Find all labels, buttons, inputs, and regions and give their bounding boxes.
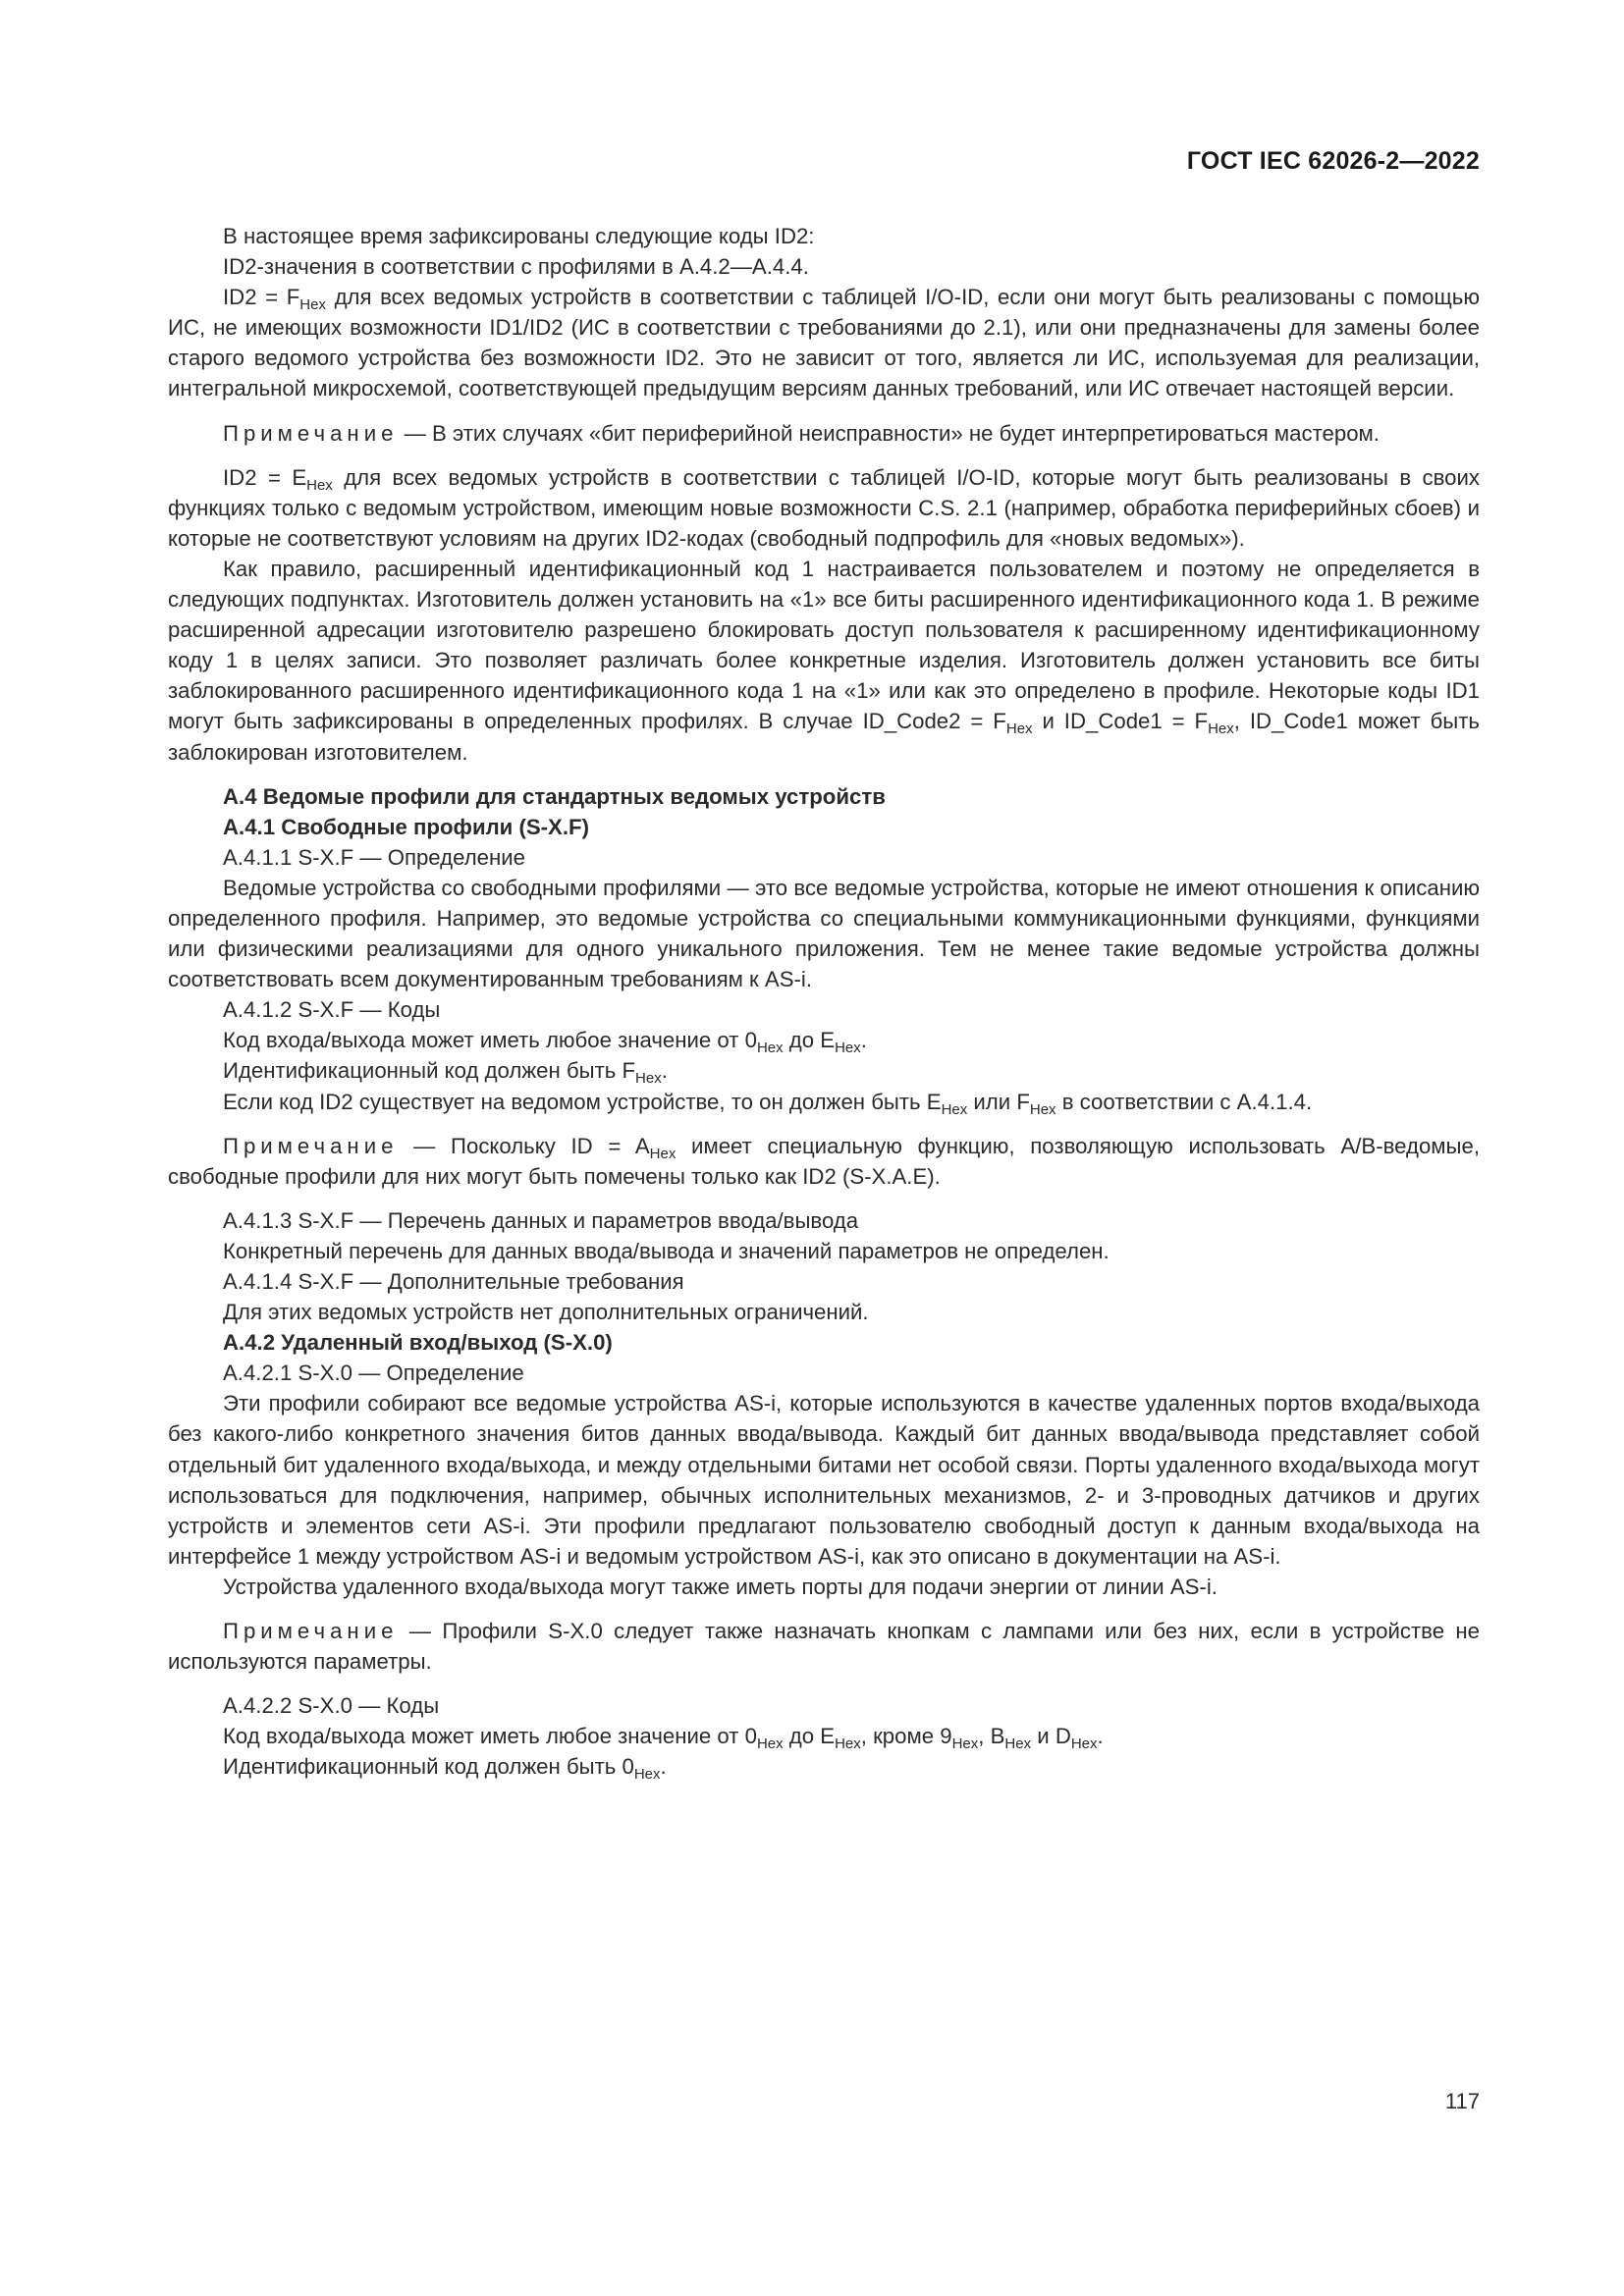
paragraph: Как правило, расширенный идентификационный код 1 настраивается пользователем и поэтому не определяется в следующих подпунктах. Изготовитель должен установить на «1» все биты расширенного идентификационного кода 1. В режиме расширенной адресации изготовителю разрешено блокировать доступ пользователя к расширенному идентификационному коду 1 в целях записи. Это позволяет различать более конкретные изделия. Изготовитель должен установить все биты заблокированного расширенного идентификационного кода 1 на «1» или как это определено в профиле. Некоторые коды ID1 могут быть зафиксированы в определенных профилях. В случае ID_Code2 = $F_{Hex}$ и ID_Code1 = $F_{Hex}$, ID_Code1 может быть заблокирован изготовителем.: [168, 556, 1480, 765]
paragraph: Если код ID2 существует на ведомом устройстве, то он должен быть $E_{Hex}$ или $F_{Hex}$ в соответствии с А.4.1.4.: [223, 1089, 1313, 1118]
paragraph: $ID2 = E_{Hex}$ для всех ведомых устройств в соответствии с таблицей I/O-ID, которые могут быть реализованы в своих функциях только с ведомым устройством, имеющим новые возможности C.S. 2.1 (например, обработка периферийных сбоев) и которые не соответствуют условиям на других ID2-кодах (свободный подпрофиль для «новых ведомых»).: [168, 464, 1480, 551]
standard-header: ГОСТ IEC 62026-2—2022: [1186, 147, 1480, 175]
paragraph: Для этих ведомых устройств нет дополнительных ограничений.: [223, 1300, 869, 1325]
paragraph: Идентификационный код должен быть $0_{Hex}$.: [223, 1754, 667, 1784]
paragraph: Устройства удаленного входа/выхода могут также иметь порты для подачи энергии от линии AS-i.: [223, 1574, 1218, 1599]
note: Примечание — Профили S-X.0 следует также назначать кнопкам с лампами или без них, если в устройстве не используются параметры.: [168, 1619, 1480, 1675]
note-label: Примечание: [223, 420, 399, 446]
note: Примечание — Поскольку ID = $A_{Hex}$ имеет специальную функцию, позволяющую использовать A/B-ведомые, свободные профили для них могут быть помечены только как ID2 (S-X.A.E).: [168, 1133, 1480, 1189]
paragraph: В настоящее время зафиксированы следующие коды ID2:: [223, 224, 815, 248]
clause-title: А.4.2.2 S-X.0 — Коды: [223, 1693, 440, 1719]
clause-title: А.4.1.4 S-X.F — Дополнительные требования: [223, 1269, 684, 1294]
paragraph: Код входа/выхода может иметь любое значение от $0_{Hex}$ до $E_{Hex}$, кроме $9_{Hex}$, $B_{Hex}$ и $D_{Hex}$.: [223, 1724, 1104, 1753]
section-heading: А.4 Ведомые профили для стандартных ведомых устройств: [223, 783, 886, 809]
clause-title: А.4.2.1 S-X.0 — Определение: [223, 1361, 524, 1386]
subsection-heading: А.4.1 Свободные профили (S-X.F): [223, 814, 589, 839]
note: Примечание — В этих случаях «бит периферийной неисправности» не будет интерпретироваться мастером.: [223, 420, 1380, 446]
page-body: [168, 221, 1480, 1783]
paragraph: ID2-значения в соответствии с профилями в А.4.2—А.4.4.: [223, 254, 809, 280]
paragraph: $ID2 = F_{Hex}$ для всех ведомых устройств в соответствии с таблицей I/O-ID, если они могут быть реализованы с помощью ИС, не имеющих возможности ID1/ID2 (ИС в соответствии с требованиями до 2.1), или они предназначены для замены более старого ведомого устройства без возможности ID2. Это не зависит от того, является ли ИС, используемая для реализации, интегральной микросхемой, соответствующей предыдущим версиям данных требований, или ИС отвечает настоящей версии.: [168, 285, 1480, 401]
note-label: Примечание: [223, 1133, 399, 1158]
note-label: Примечание: [223, 1619, 399, 1644]
paragraph: Код входа/выхода может иметь любое значение от $0_{Hex}$ до $E_{Hex}$.: [223, 1028, 867, 1057]
clause-title: А.4.1.1 S-X.F — Определение: [223, 844, 525, 870]
subsection-heading: А.4.2 Удаленный вход/выход (S-X.0): [223, 1330, 613, 1356]
paragraph: Идентификационный код должен быть $F_{Hex}$.: [223, 1058, 668, 1088]
page-number: 117: [1444, 2089, 1480, 2113]
clause-title: А.4.1.2 S-X.F — Коды: [223, 997, 441, 1023]
paragraph: Ведомые устройства со свободными профилями — это все ведомые устройства, которые не имеют отношения к описанию определенного профиля. Например, это ведомые устройства со специальными коммуникационными функциями, функциями или физическими реализациями для одного уникального приложения. Тем не менее такие ведомые устройства должны соответствовать всем документированным требованиям к AS-i.: [168, 875, 1480, 992]
clause-title: А.4.1.3 S-X.F — Перечень данных и параметров ввода/вывода: [223, 1207, 859, 1233]
paragraph: Конкретный перечень для данных ввода/вывода и значений параметров не определен.: [223, 1238, 1110, 1263]
paragraph: Эти профили собирают все ведомые устройства AS-i, которые используются в качестве удаленных портов входа/выхода без какого-либо конкретного значения битов данных ввода/вывода. Каждый бит данных ввода/вывода представляет собой отдельный бит удаленного входа/выхода, и между отдельными битами нет особой связи. Порты удаленного входа/выхода могут использоваться для подключения, например, обычных исполнительных механизмов, 2- и 3-проводных датчиков и других устройств и элементов сети AS-i. Эти профили предлагают пользователю свободный доступ к данным входа/выхода на интерфейсе 1 между устройством AS-i и ведомым устройством AS-i, как это описано в документации на AS-i.: [168, 1391, 1480, 1569]
